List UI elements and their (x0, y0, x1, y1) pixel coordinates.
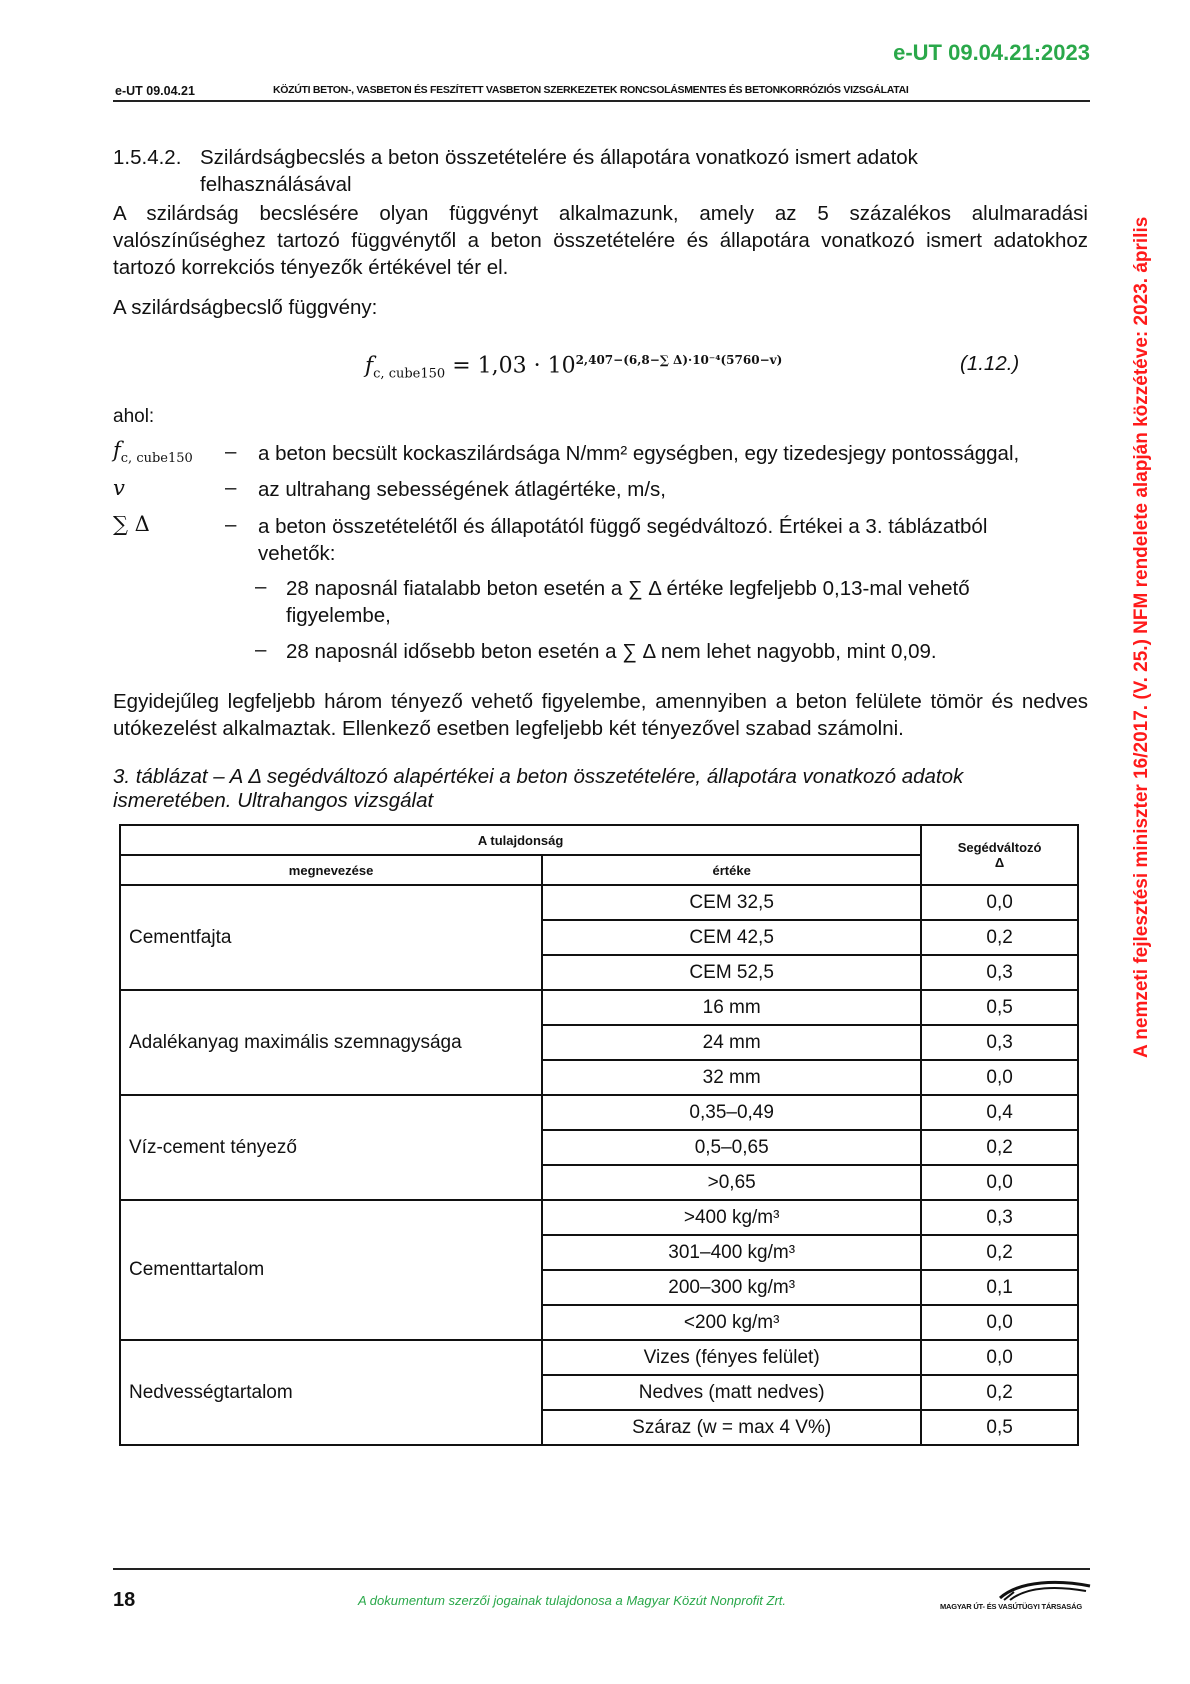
road-logo-icon (940, 1578, 1092, 1602)
property-water-cement-ratio: Víz-cement tényező (120, 1095, 542, 1200)
definition-text-fc: a beton becsült kockaszilárdsága N/mm² egységben, egy tizedesjegy pontossággal, (258, 442, 1020, 465)
table-row (120, 885, 1078, 920)
table-cell-delta: 0,3 (921, 1200, 1078, 1235)
table-cell-delta: 0,2 (921, 1130, 1078, 1165)
side-note-text: A nemzeti fejlesztési miniszter 16/2017. (V. 25.) NFM rendelete alapján közzétéve: 2023. április (1131, 216, 1152, 1058)
property-cement-type: Cementfajta (120, 885, 542, 990)
table-cell-value: 200–300 kg/m³ (542, 1270, 921, 1305)
subitem-old-concrete: 28 naposnál idősebb beton esetén a ∑ Δ nem lehet nagyobb, mint 0,09. (286, 640, 937, 663)
table-cell-value: 16 mm (542, 990, 921, 1025)
formula-1-12 (365, 353, 782, 382)
property-cement-content: Cementtartalom (120, 1200, 542, 1340)
logo-text: MAGYAR ÚT- ÉS VASÚTÜGYI TÁRSASÁG (940, 1602, 1082, 1611)
subitem-young-concrete: 28 naposnál fiatalabb beton esetén a ∑ Δ értéke legfeljebb 0,13-mal vehető figyelembe, (286, 577, 970, 627)
subitem-dash: – (255, 638, 267, 661)
property-moisture-content: Nedvességtartalom (120, 1340, 542, 1445)
formula-lhs-subscript: c, cube150 (373, 366, 446, 382)
table-cell-value: 0,35–0,49 (542, 1095, 921, 1130)
table-cell-value: <200 kg/m³ (542, 1305, 921, 1340)
table-cell-delta: 0,3 (921, 1025, 1078, 1060)
table-cell-value: Vizes (fényes felület) (542, 1340, 921, 1375)
table-cell-delta: 0,0 (921, 1060, 1078, 1095)
header-name: megnevezése (120, 855, 542, 885)
definition-dash: – (225, 476, 237, 499)
table-cell-delta: 0,5 (921, 990, 1078, 1025)
section-number: 1.5.4.2. (113, 146, 182, 169)
table-cell-value: Száraz (w = max 4 V%) (542, 1410, 921, 1445)
table-cell-delta: 0,4 (921, 1095, 1078, 1130)
table-cell-value: 301–400 kg/m³ (542, 1235, 921, 1270)
standard-code-top: e-UT 09.04.21:2023 (893, 40, 1090, 65)
formula-lhs: f (365, 353, 374, 379)
table-cell-delta: 0,2 (921, 1235, 1078, 1270)
symbol-subscript: c, cube150 (120, 451, 193, 467)
definition-text-sum-delta: a beton összetételétől és állapotától függő segédváltozó. Értékei a 3. táblázatból vehetők: (258, 515, 988, 565)
page-number: 18 (113, 1589, 136, 1611)
header-value: értéke (542, 855, 921, 885)
definition-dash: – (225, 440, 237, 463)
table-cell-delta: 0,1 (921, 1270, 1078, 1305)
header-delta (921, 825, 1078, 885)
header-property-group: A tulajdonság (120, 825, 921, 855)
table-cell-delta: 0,2 (921, 1375, 1078, 1410)
symbol-main: f (113, 438, 121, 462)
table-cell-delta: 0,0 (921, 1165, 1078, 1200)
symbol-main: ∑ Δ (113, 512, 150, 536)
where-label: ahol: (113, 406, 155, 427)
definition-text-v: az ultrahang sebességének átlagértéke, m/s, (258, 478, 666, 501)
paragraph-intro: A szilárdság becslésére olyan függvényt alkalmazunk, amely az 5 százalékos alulmaradási valószínűséghez tartozó függvénytől a beton összetételére és állapotára vonatkozó ismert adatokhoz tartozó korrekciós tényezők értékével tér el. (113, 202, 1088, 279)
table-cell-value: CEM 42,5 (542, 920, 921, 955)
property-aggregate-size: Adalékanyag maximális szemnagysága (120, 990, 542, 1095)
definition-dash: – (225, 513, 237, 536)
header-delta-line2: Δ (994, 855, 1005, 870)
paragraph-function-label: A szilárdságbecslő függvény: (113, 296, 378, 319)
table-cell-value: 0,5–0,65 (542, 1130, 921, 1165)
table-cell-delta: 0,5 (921, 1410, 1078, 1445)
header-doc-title: KÖZÚTI BETON-, VASBETON ÉS FESZÍTETT VASBETON SZERKEZETEK RONCSOLÁSMENTES ÉS BETONKORRÓZIÓS VIZSGÁLATAI (273, 84, 909, 96)
table-cell-delta: 0,0 (921, 1305, 1078, 1340)
definition-symbol-fc (113, 438, 193, 466)
table-cell-value: >0,65 (542, 1165, 921, 1200)
table-cell-delta: 0,2 (921, 920, 1078, 955)
side-publication-note (1128, 160, 1154, 1160)
footer-rule (113, 1568, 1090, 1570)
formula-exponent: 2,407−(6,8−∑ Δ)·10⁻⁴(5760−v) (575, 353, 783, 367)
paragraph-factors: Egyidejűleg legfeljebb három tényező vehető figyelembe, amennyiben a beton felülete tömör és nedves utókezelést alkalmaztak. Ellenkező esetben legfeljebb két tényezővel szabad számolni. (113, 690, 1088, 740)
table-cell-value: 24 mm (542, 1025, 921, 1060)
table-cell-delta: 0,0 (921, 1340, 1078, 1375)
symbol-main: v (113, 476, 125, 500)
table-cell-delta: 0,0 (921, 885, 1078, 920)
copyright-notice: A dokumentum szerzői jogainak tulajdonosa a Magyar Közút Nonprofit Zrt. (358, 1593, 787, 1608)
definition-symbol-sum-delta (113, 512, 150, 536)
table-row (120, 1340, 1078, 1375)
equation-number: (1.12.) (960, 352, 1020, 375)
definition-symbol-v (113, 476, 125, 500)
table-row (120, 1095, 1078, 1130)
subitem-dash: – (255, 575, 267, 598)
table-cell-delta: 0,3 (921, 955, 1078, 990)
table-cell-value: Nedves (matt nedves) (542, 1375, 921, 1410)
header-std-code: e-UT 09.04.21 (115, 84, 195, 98)
table-caption: 3. táblázat – A Δ segédváltozó alapértékei a beton összetételére, állapotára vonatkozó adatok ismeretében. Ultrahangos vizsgálat (113, 765, 964, 812)
delta-table (119, 824, 1079, 1446)
table-cell-value: >400 kg/m³ (542, 1200, 921, 1235)
table-cell-value: CEM 32,5 (542, 885, 921, 920)
table-row (120, 990, 1078, 1025)
section-title: Szilárdságbecslés a beton összetételére és állapotára vonatkozó ismert adatok felhasználásával (200, 146, 918, 196)
table-cell-value: CEM 52,5 (542, 955, 921, 990)
formula-rhs: = 1,03 · 10 (452, 353, 576, 379)
publisher-logo (940, 1578, 1092, 1614)
table-row (120, 1200, 1078, 1235)
table-cell-value: 32 mm (542, 1060, 921, 1095)
header-delta-line1: Segédváltozó (957, 840, 1042, 855)
header-rule (113, 100, 1090, 102)
